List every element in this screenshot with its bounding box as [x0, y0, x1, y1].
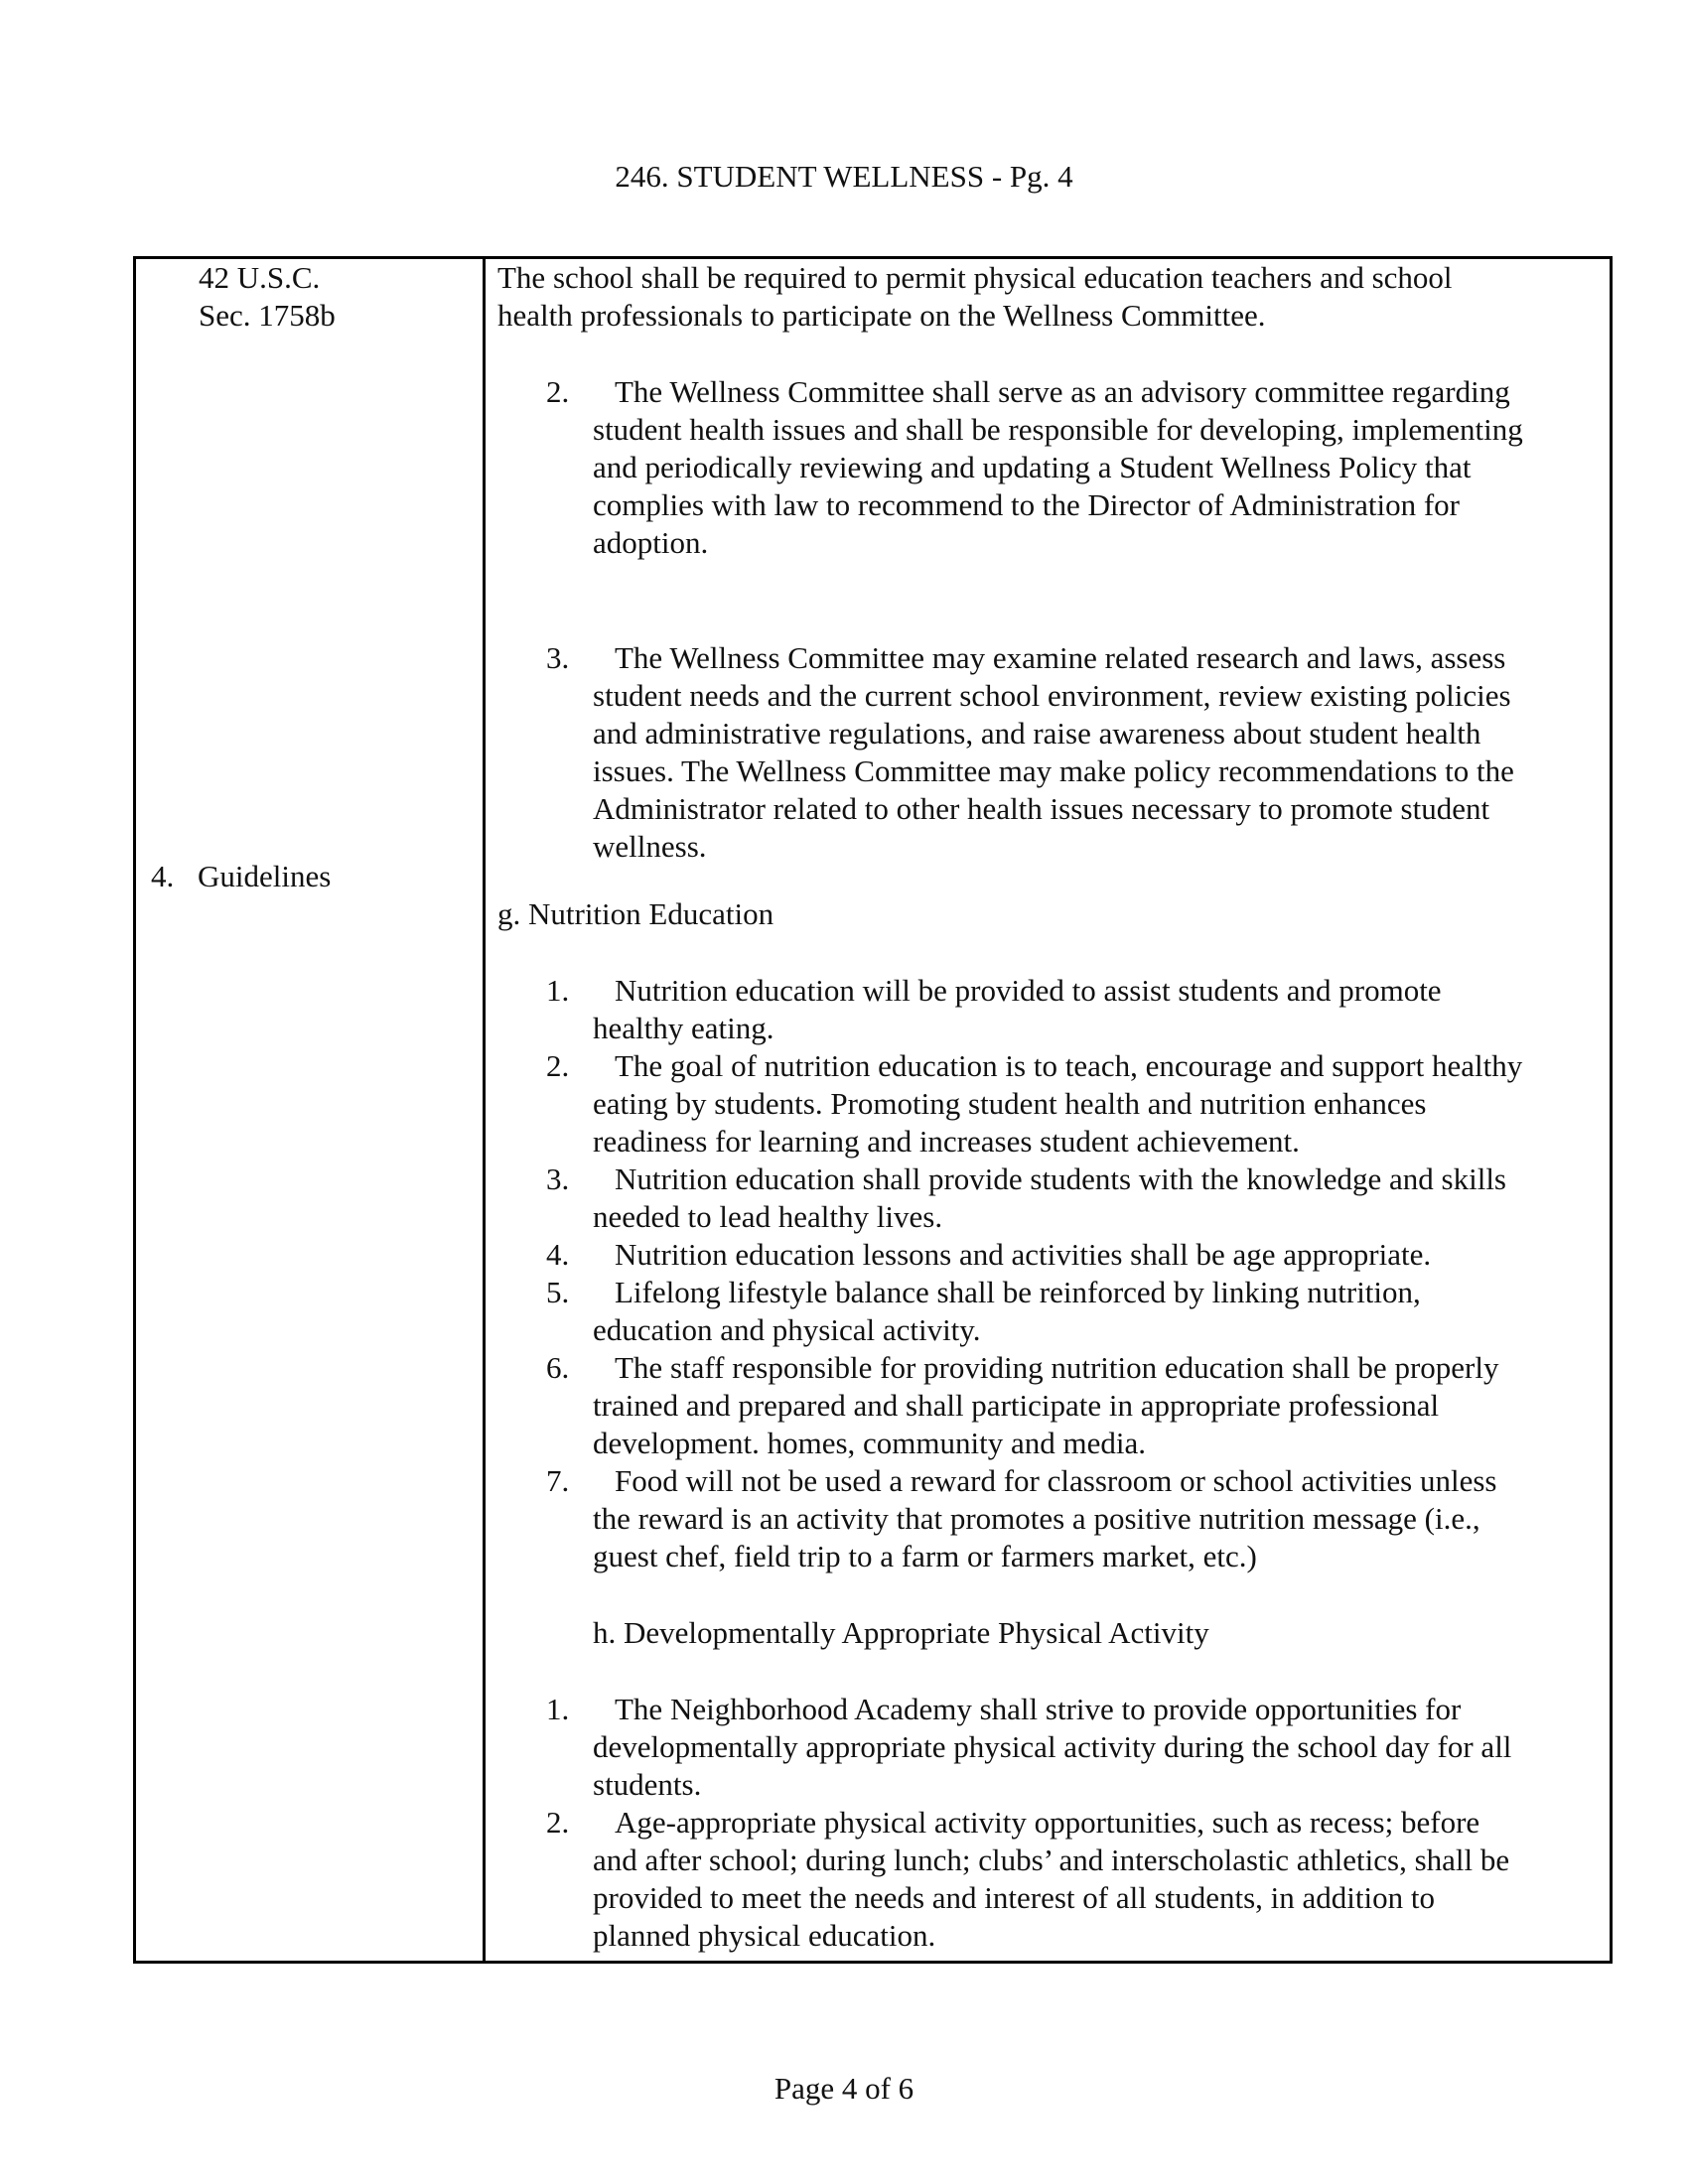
list-item-line: student needs and the current school environment, review existing policies [593, 678, 1511, 713]
list-item-line: The goal of nutrition education is to teach, encourage and support healthy [615, 1048, 1523, 1083]
column-divider [483, 259, 486, 1961]
list-item-number: 6. [546, 1350, 570, 1385]
list-item-number: 5. [546, 1275, 570, 1309]
list-item-line: trained and prepared and shall participate in appropriate professional [593, 1388, 1440, 1423]
list-item-number: 2. [546, 1805, 570, 1840]
list-item-line: complies with law to recommend to the Director of Administration for [593, 487, 1460, 522]
section-heading-nutrition: g. Nutrition Education [497, 896, 774, 931]
policy-table [133, 256, 1613, 1964]
list-item-number: 1. [546, 1692, 570, 1726]
list-item-number: 1. [546, 973, 570, 1008]
list-item-number: 7. [546, 1463, 570, 1498]
list-item-line: and administrative regulations, and raise awareness about student health [593, 716, 1481, 751]
list-item-line: Administrator related to other health issues necessary to promote student [593, 791, 1490, 826]
section-heading-activity: h. Developmentally Appropriate Physical Activity [593, 1615, 1209, 1650]
list-item-line: planned physical education. [593, 1918, 936, 1953]
list-item-line: Nutrition education shall provide students with the knowledge and skills [615, 1161, 1507, 1196]
list-item-line: readiness for learning and increases student achievement. [593, 1124, 1300, 1159]
list-item-line: The Wellness Committee may examine related research and laws, assess [615, 640, 1506, 675]
list-item-number: 3. [546, 640, 570, 675]
list-item-number: 2. [546, 1048, 570, 1083]
guidelines-number: 4. [151, 859, 175, 893]
list-item-line: guest chef, field trip to a farm or farmers market, etc.) [593, 1539, 1257, 1573]
list-item-line: Food will not be used a reward for classroom or school activities unless [615, 1463, 1497, 1498]
list-item-line: needed to lead healthy lives. [593, 1199, 943, 1234]
list-item-number: 3. [546, 1161, 570, 1196]
page-title: 246. STUDENT WELLNESS - Pg. 4 [615, 159, 1073, 194]
page-number: Page 4 of 6 [774, 2071, 914, 2106]
list-item-line: adoption. [593, 525, 709, 560]
list-item-line: Lifelong lifestyle balance shall be reinforced by linking nutrition, [615, 1275, 1421, 1309]
list-item-line: and periodically reviewing and updating a Student Wellness Policy that [593, 450, 1472, 484]
list-item-line: Age-appropriate physical activity opportunities, such as recess; before [615, 1805, 1480, 1840]
list-item-line: the reward is an activity that promotes a positive nutrition message (i.e., [593, 1501, 1480, 1536]
list-item-line: The Wellness Committee shall serve as an advisory committee regarding [615, 374, 1510, 409]
list-item-line: The staff responsible for providing nutrition education shall be properly [615, 1350, 1499, 1385]
list-item-line: Nutrition education lessons and activities shall be age appropriate. [615, 1237, 1432, 1272]
intro-line: health professionals to participate on the Wellness Committee. [497, 298, 1266, 333]
list-item-line: issues. The Wellness Committee may make policy recommendations to the [593, 753, 1514, 788]
list-item-line: wellness. [593, 829, 707, 864]
guidelines-label: Guidelines [198, 859, 332, 893]
list-item-line: education and physical activity. [593, 1312, 981, 1347]
list-item-line: The Neighborhood Academy shall strive to provide opportunities for [615, 1692, 1462, 1726]
list-item-line: eating by students. Promoting student health and nutrition enhances [593, 1086, 1427, 1121]
list-item-line: student health issues and shall be responsible for developing, implementing [593, 412, 1523, 447]
list-item-number: 4. [546, 1237, 570, 1272]
list-item-line: Nutrition education will be provided to assist students and promote [615, 973, 1442, 1008]
list-item-line: and after school; during lunch; clubs’ and interscholastic athletics, shall be [593, 1843, 1510, 1877]
citation-line-2: Sec. 1758b [199, 298, 336, 333]
list-item-line: healthy eating. [593, 1011, 774, 1045]
list-item-line: developmentally appropriate physical activity during the school day for all [593, 1729, 1512, 1764]
list-item-line: development. homes, community and media. [593, 1426, 1147, 1460]
list-item-line: students. [593, 1767, 702, 1802]
list-item-number: 2. [546, 374, 570, 409]
list-item-line: provided to meet the needs and interest of all students, in addition to [593, 1880, 1436, 1915]
citation-line-1: 42 U.S.C. [199, 260, 321, 295]
intro-line: The school shall be required to permit physical education teachers and school [497, 260, 1453, 295]
